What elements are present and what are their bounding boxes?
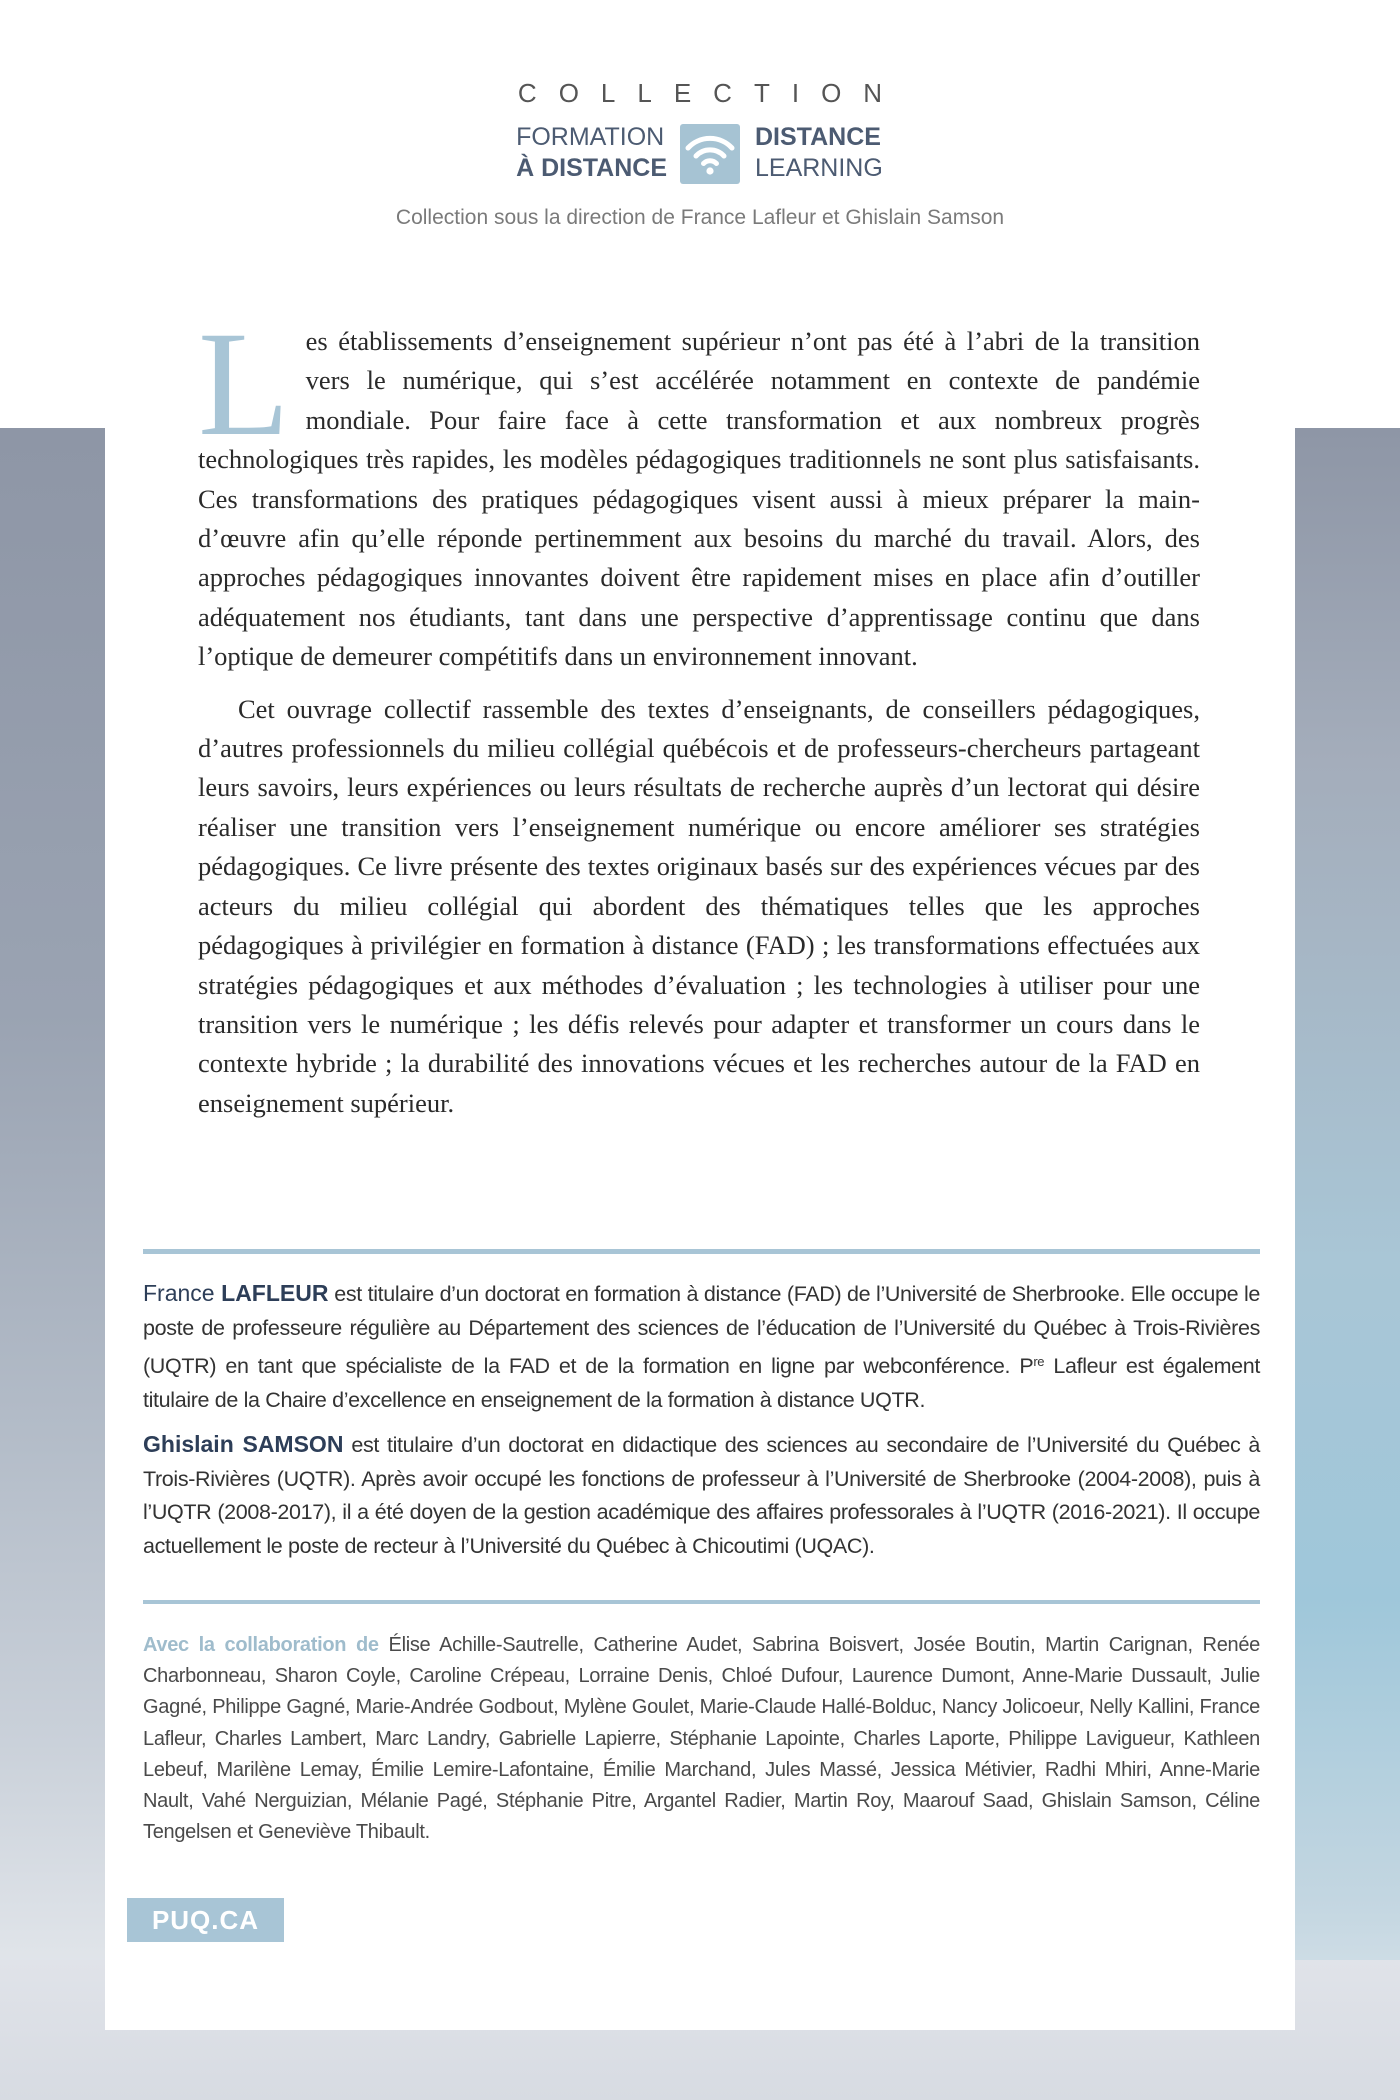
author-title-superscript: re	[1033, 1354, 1045, 1369]
book-description	[198, 301, 1200, 1123]
collaborators-names: Élise Achille-Sautrelle, Catherine Audet, Sabrina Boisvert, Josée Boutin, Martin Carignan, Renée Charbonneau, Sharon Coyle, Caroline Crépeau, Lorraine Denis, Chloé Dufour, Laurence Dumont, Anne-Marie Dussault, Julie Gagné, Philippe Gagné, Marie-Andrée Godbout, Mylène Goulet, Marie-Claude Hallé-Bolduc, Nancy Jolicoeur, Nelly Kallini, France Lafleur, Charles Lambert, Marc Landry, Gabrielle Lapierre, Stéphanie Lapointe, Charles Laporte, Philippe Lavigueur, Kathleen Lebeuf, Marilène Lemay, Émilie Lemire-Lafontaine, Émilie Marchand, Jules Massé, Jessica Métivier, Radhi Mhiri, Anne-Marie Nault, Vahé Nerguizian, Mélanie Pagé, Stéphanie Pitre, Argantel Radier, Martin Roy, Maarouf Saad, Ghislain Samson, Céline Tengelsen et Geneviève Thibault.	[143, 1634, 1260, 1844]
collection-label: COLLECTION	[517, 78, 905, 108]
series-logo	[0, 122, 1400, 186]
author-bio-text: Lafleur est également titulaire de la Chaire d’excellence en enseignement de la formation à distance UQTR.	[143, 1354, 1260, 1412]
series-title-fr	[516, 122, 667, 184]
author-last-name: LAFLEUR	[221, 1280, 329, 1306]
author-name-samson	[143, 1431, 343, 1457]
author-first-name: France	[143, 1280, 215, 1306]
author-name-lafleur	[143, 1280, 328, 1306]
wifi-signal-icon	[680, 124, 740, 184]
author-first-name: Ghislain	[143, 1431, 234, 1457]
divider-bottom	[143, 1600, 1260, 1604]
series-title-en-line1: DISTANCE	[755, 123, 881, 151]
author-bio-text: est titulaire d’un doctorat en formation à distance (FAD) de l’Université de Sherbrooke. Elle occupe le poste de professeure régulière au Département des sciences de l’éducation de l’Université du Québec à Trois-Rivières (UQTR) en tant que spécialiste de la FAD et de la formation en ligne par webconférence.	[143, 1282, 1261, 1378]
drop-cap: L	[198, 301, 290, 467]
author-bio-lafleur	[143, 1277, 1260, 1417]
series-title-fr-line1: FORMATION	[516, 123, 665, 151]
background-band-right	[1295, 428, 1400, 2100]
author-last-name: SAMSON	[242, 1431, 344, 1457]
series-title-fr-line2: À DISTANCE	[516, 154, 667, 182]
author-bios	[143, 1277, 1260, 1563]
author-bio-samson	[143, 1428, 1260, 1563]
author-title: P	[1019, 1354, 1034, 1378]
author-bio-text: est titulaire d’un doctorat en didactique des sciences au secondaire de l’Université du Québec à Trois-Rivières (UQTR). Après avoir occupé les fonctions de professeur à l’Université de Sherbrooke (2004-2008), puis à l’UQTR (2008-2017), il a été doyen de la gestion académique des affaires professorales à l’UQTR (2016-2021). Il occupe actuellement le poste de recteur à l’Université du Québec à Chicoutimi (UQAC).	[143, 1433, 1261, 1558]
description-paragraph-1	[198, 301, 1200, 677]
collaborators-lead: Avec la collaboration de	[143, 1634, 379, 1656]
background-band-left	[0, 428, 105, 2100]
description-paragraph-2: Cet ouvrage collectif rassemble des textes d’enseignants, de conseillers pédagogiques, d’autres professionnels du milieu collégial québécois et de professeurs-chercheurs partageant leurs savoirs, leurs expériences ou leurs résultats de recherche auprès d’un lectorat qui désire réaliser une transition vers l’enseignement numérique ou encore améliorer ses stratégies pédagogiques. Ce livre présente des textes originaux basés sur des expériences vécues par des acteurs du milieu collégial qui abordent des thématiques telles que les approches pédagogiques à privilégier en formation à distance (FAD) ; les transformations effectuées aux stratégies pédagogiques et aux méthodes d’évaluation ; les technologies à utiliser pour une transition vers le numérique ; les défis relevés pour adapter et transformer un cours dans le contexte hybride ; la durabilité des innovations vécues et les recherches autour de la FAD en enseignement supérieur.	[198, 693, 1200, 1118]
divider-top	[143, 1249, 1260, 1254]
publisher-link[interactable]: PUQ.CA	[127, 1898, 284, 1942]
description-paragraph-1-text: es établissements d’enseignement supérieur n’ont pas été à l’abri de la transition vers le numérique, qui s’est accélérée notamment en contexte de pandémie mondiale. Pour faire face à cette transformation et aux nombreux progrès technologiques très rapides, les modèles pédagogiques traditionnels ne sont plus satisfaisants. Ces transformations des pratiques pédagogiques visent aussi à mieux préparer la main-d’œuvre afin qu’elle réponde pertinemment aux besoins du marché du travail. Alors, des approches pédagogiques innovantes doivent être rapidement mises en place afin d’outiller adéquatement nos étudiants, tant dans une perspective d’apprentissage continu que dans l’optique de demeurer compétitifs dans un environnement innovant.	[198, 326, 1200, 672]
series-title-en	[755, 122, 883, 184]
series-title-en-line2: LEARNING	[755, 154, 883, 182]
collection-direction: Collection sous la direction de France Lafleur et Ghislain Samson	[395, 206, 1005, 229]
collaborators	[143, 1630, 1260, 1848]
